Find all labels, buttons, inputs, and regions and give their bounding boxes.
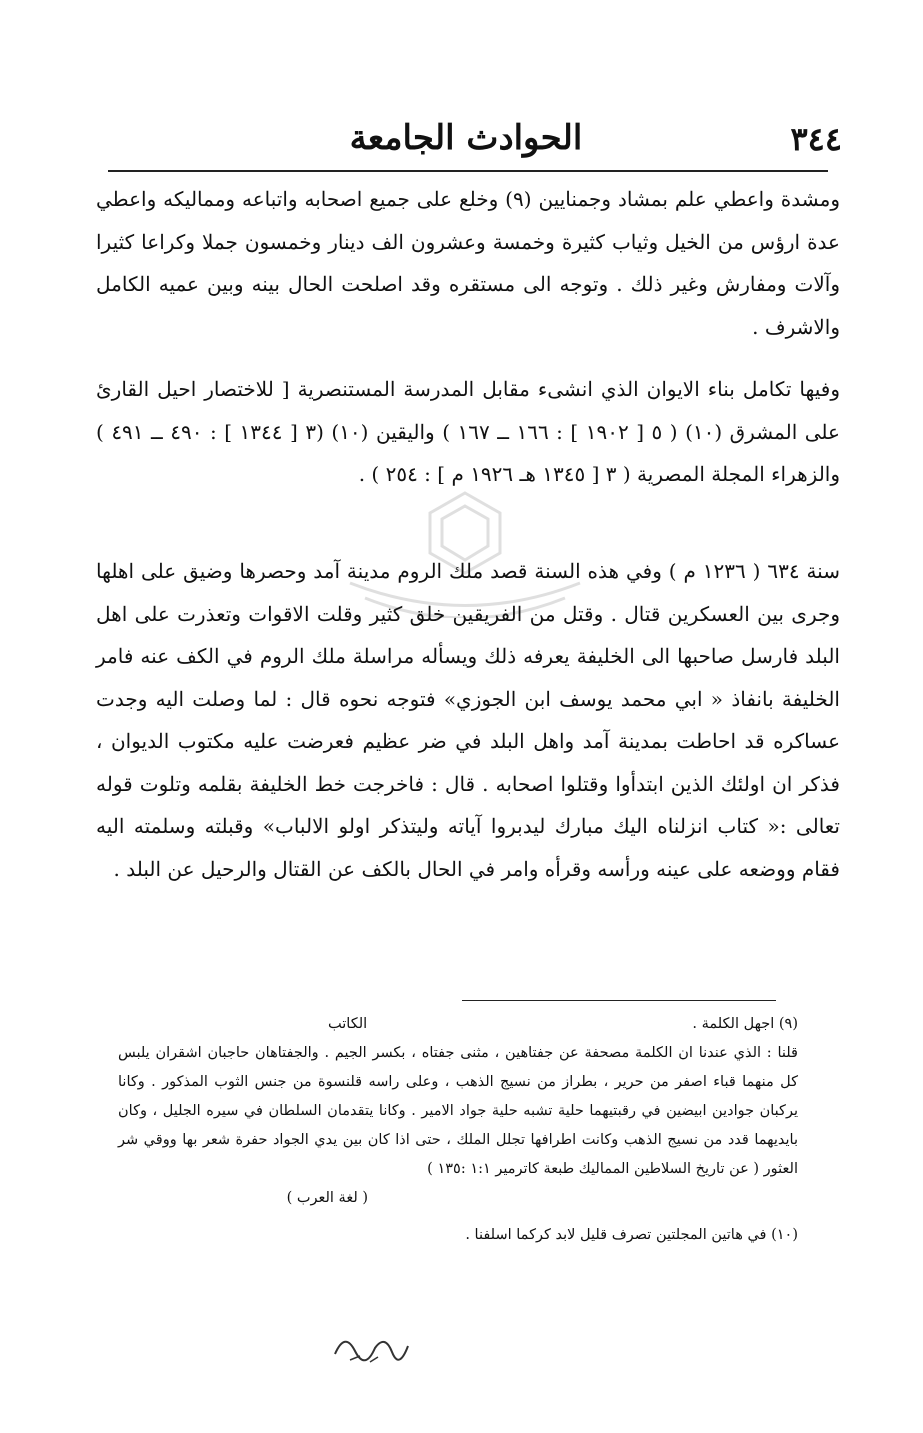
footnote-9-text: قلنا : الذي عندنا ان الكلمة مصحفة عن جفتاهين ، مثنى جفتاه ، بكسر الجيم . والجفتاهان حاجبان اشقران يلبس كل منهما قباء اصفر من حرير ، بطراز من نسيج الذهب ، وعلى راسه قلنسوة من جنس الثوب المذكور . وكانا يركبان جوادين ابيضين في رقبتيهما حلية تشبه حلية جواد الامير . وكانا يتقدمان السلطان في سيره الجليل ، وكان بايديهما قدد من نسيج الذهب وكانت اطرافها تجلل الملك ، حتى اذا كان بين يدي الجواد حفرة شعر بها ووقي شر العثور ( عن تاريخ السلاطين المماليك طبعة كاترمير ١:١ :١٣٥ )	[118, 1045, 798, 1177]
paragraph-1	[96, 178, 840, 348]
footnote-9-label: (٩) اجهل الكلمة .	[692, 1016, 798, 1032]
page-header	[90, 112, 842, 168]
paragraph-3	[96, 550, 840, 890]
handwritten-signature	[330, 1326, 410, 1366]
footnote-9-source: الكاتب	[328, 1016, 368, 1032]
paragraph-text: سنة ٦٣٤ ( ١٢٣٦ م ) وفي هذه السنة قصد ملك الروم مدينة آمد وحصرها وضيق على اهلها وجرى بين العسكرين قتال . وقتل من الفريقين خلق كثير وقلت الاقوات وتعذرت على اهل البلد فارسل صاحبها الى الخليفة يعرفه ذلك ويسأله مراسلة ملك الروم في الكف عنه فامر الخليفة بانفاذ « ابي محمد يوسف ابن الجوزي» فتوجه نحوه قال : لما وصلت اليه وجدت عساكره قد احاطت بمدينة آمد واهل البلد في ضر عظيم فعرضت عليه مكتوب الديوان ، فذكر ان اولئك الذين ابتدأوا وقتلوا اصحابه . قال : فاخرجت خط الخليفة بقلمه وتلوت قوله تعالى :« كتاب انزلناه اليك مبارك ليدبروا آياته وليتذكر اولو الالباب» وقبلته وسلمته اليه فقام ووضعه على عينه ورأسه وقرأه وامر في الحال بالكف عن القتال والرحيل عن البلد .	[96, 559, 841, 881]
page-number: ٣٤٤	[790, 120, 842, 158]
footnote-9-head	[118, 1010, 798, 1039]
footnotes	[118, 1010, 798, 1250]
running-title: الحوادث الجامعة	[349, 118, 583, 158]
paragraph-text: ومشدة واعطي علم بمشاد وجمنايين (٩) وخلع على جميع اصحابه واتباعه ومماليكه واعطي عدة ارؤس من الخيل وثياب كثيرة وخمسة وعشرون الف دينار وخمسون جملا وكراعا كثيرا وآلات ومفارش وغير ذلك . وتوجه الى مستقره وقد اصلحت الحال بينه وبين عميه الكامل والاشرف .	[96, 187, 840, 339]
paragraph-2	[96, 368, 840, 496]
footnote-10-text: (١٠) في هاتين المجلتين تصرف قليل لابد كركما اسلفنا .	[465, 1227, 798, 1243]
footnote-9-reference: ( لغة العرب )	[286, 1190, 368, 1206]
header-rule	[108, 170, 828, 172]
paragraph-text: وفيها تكامل بناء الايوان الذي انشىء مقابل المدرسة المستنصرية [ للاختصار احيل القارئ على المشرق (١٠) ( ٥ [ ١٩٠٢ ] : ١٦٦ ــ ١٦٧ ) واليقين (١٠) (٣ [ ١٣٤٤ ] : ٤٩٠ ــ ٤٩١ ) والزهراء المجلة المصرية ( ٣ [ ١٣٤٥ هـ ١٩٢٦ م ] : ٢٥٤ ) .	[96, 377, 840, 486]
footnote-rule	[462, 1000, 776, 1001]
